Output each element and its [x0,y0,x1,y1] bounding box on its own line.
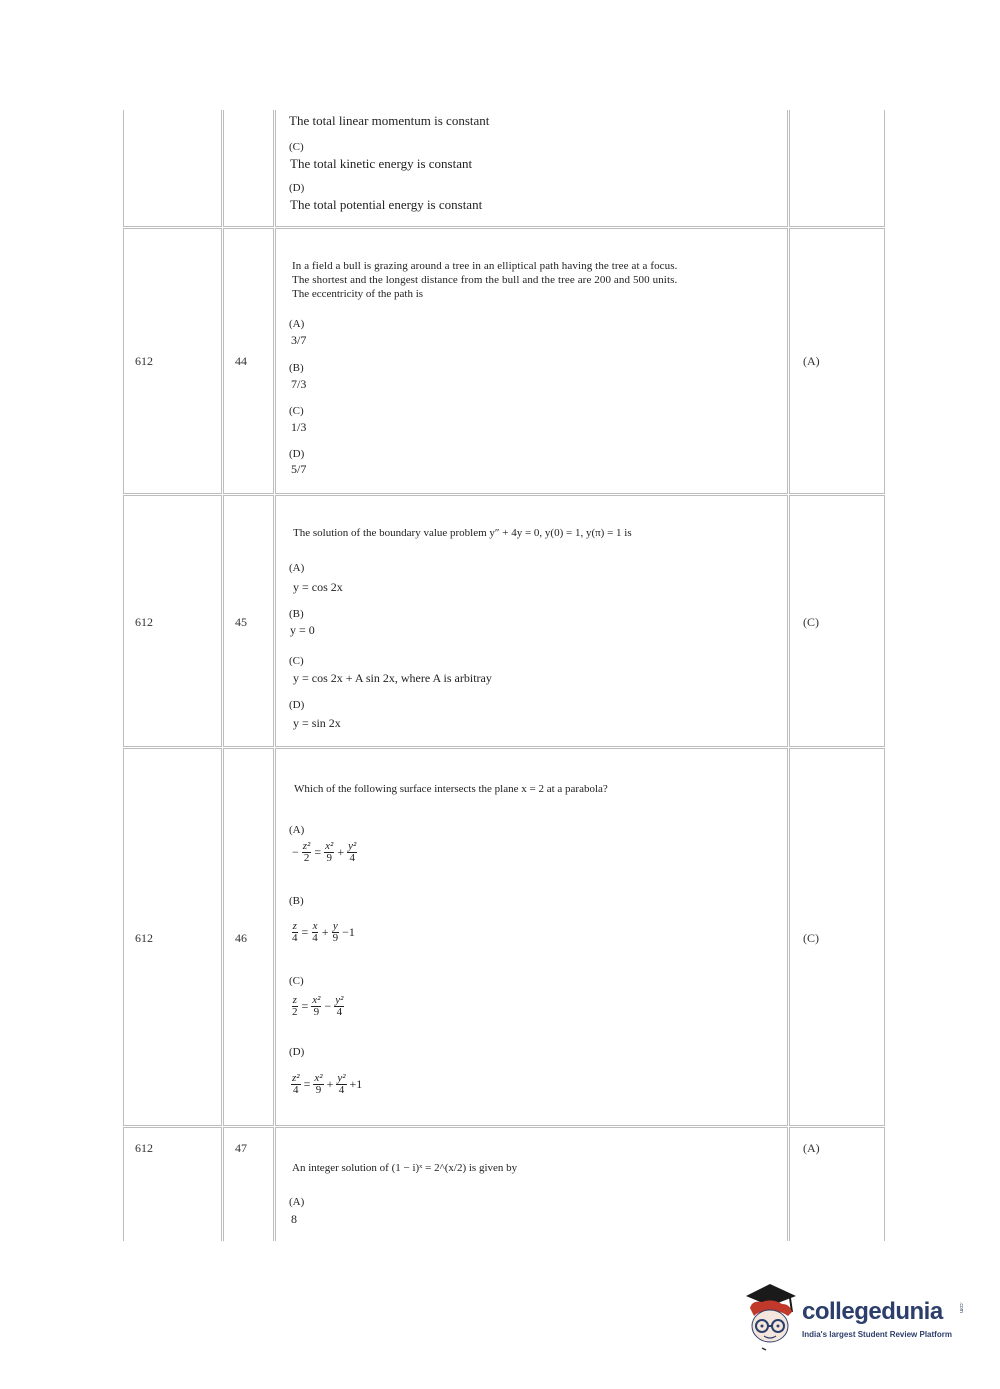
option-b-value: y = 0 [290,623,315,637]
option-a-value: y = cos 2x [293,580,343,594]
answer-key: (A) [803,354,820,368]
question-line-1: In a field a bull is grazing around a tree in an elliptical path having the tree at a focus. [292,260,678,272]
option-b-label: (B) [289,895,304,907]
question-text: The solution of the boundary value problem y″ + 4y = 0, y(0) = 1, y(π) = 1 is [293,527,632,539]
question-text: An integer solution of (1 − i)ˣ = 2^(x/2) is given by [292,1162,518,1174]
logo-tagline: India's largest Student Review Platform [802,1330,952,1339]
row4-answer-cell [789,1127,885,1241]
row1-paper-cell [123,228,222,494]
answer-key: (C) [803,931,819,945]
collegedunia-logo [740,1282,970,1352]
option-c-value: 1/3 [291,420,307,434]
row0-answer-cell [789,110,885,227]
row1-qno-cell [223,228,274,494]
option-d-equation: $\frac{\text{z²}}{4}$ = $\frac{\text{x²}}{9}$ + $\frac{\text{y²}}{4}$ +1 [292,1072,363,1096]
option-a-equation: − $\frac{\text{z²}}{2}$ = $\frac{\text{x²}}{9}$ + $\frac{\text{y²}}{4}$ [292,840,357,864]
option-d-label: (D) [289,448,305,460]
graduate-mascot-icon [740,1282,802,1352]
row0-question-cell [275,110,788,227]
paper-code: 612 [135,615,153,629]
answer-key: (A) [803,1141,820,1155]
row0-option-c-value: The total kinetic energy is constant [290,156,473,171]
row3-paper-cell [123,748,222,1126]
row0-option-d-value: The total potential energy is constant [290,197,483,212]
row0-paper-cell [123,110,222,227]
row0-option-c-label: (C) [289,141,304,153]
question-number: 45 [235,615,247,629]
option-a-label: (A) [289,562,305,574]
row0-qno-cell [223,110,274,227]
row2-question-cell [275,495,788,747]
paper-code: 612 [135,931,153,945]
logo-wordmark: collegedunia [802,1298,943,1325]
paper-code: 612 [135,354,153,368]
option-c-label: (C) [289,975,304,987]
option-d-label: (D) [289,1046,305,1058]
option-d-label: (D) [289,699,305,711]
option-a-label: (A) [289,824,305,836]
row4-qno-cell [223,1127,274,1241]
row3-answer-cell [789,748,885,1126]
option-d-value: 5/7 [291,462,307,476]
answer-key: (C) [803,615,819,629]
option-a-value: 3/7 [291,333,307,347]
paper-code: 612 [135,1141,153,1155]
question-number: 44 [235,354,247,368]
row1-answer-cell [789,228,885,494]
option-b-equation: $\frac{z}{4}$ = $\frac{x}{4}$ + $\frac{y}{9}$ −1 [292,920,355,944]
row2-qno-cell [223,495,274,747]
option-a-value: 8 [291,1212,297,1226]
question-text: Which of the following surface intersects the plane x = 2 at a parabola? [294,783,608,795]
option-a-label: (A) [289,1196,305,1208]
option-b-label: (B) [289,362,304,374]
row0-option-d-label: (D) [289,182,305,194]
row3-qno-cell [223,748,274,1126]
option-c-label: (C) [289,655,304,667]
option-b-label: (B) [289,608,304,620]
option-a-label: (A) [289,318,305,330]
option-c-label: (C) [289,405,304,417]
question-line-2: The shortest and the longest distance from the bull and the tree are 200 and 500 units. [292,274,678,286]
option-b-value: 7/3 [291,377,307,391]
row0-partial-option: The total linear momentum is constant [289,113,490,128]
row3-question-cell [275,748,788,1126]
question-number: 47 [235,1141,247,1155]
logo-suffix: .com [958,1302,964,1313]
question-line-3: The eccentricity of the path is [292,288,424,300]
option-c-value: y = cos 2x + A sin 2x, where A is arbitray [293,671,492,685]
row1-question-cell [275,228,788,494]
row2-answer-cell [789,495,885,747]
row4-question-cell [275,1127,788,1241]
option-d-value: y = sin 2x [293,716,341,730]
question-number: 46 [235,931,247,945]
option-c-equation: $\frac{z}{2}$ = $\frac{\text{x²}}{9}$ − $\frac{\text{y²}}{4}$ [292,994,344,1018]
row2-paper-cell [123,495,222,747]
row4-paper-cell [123,1127,222,1241]
